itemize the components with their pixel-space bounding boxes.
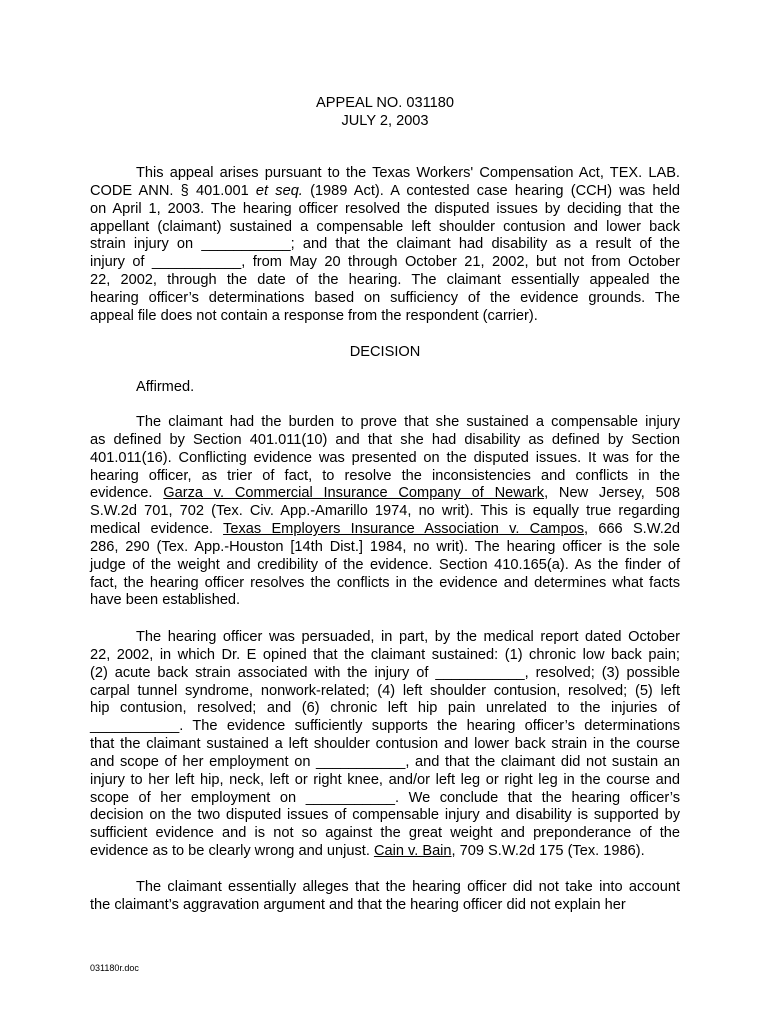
text-line: evidence. Garza v. Commercial Insurance Company of Newark, New Jersey, 508 [90,485,680,502]
text-line: injury to her left hip, neck, left or right knee, and/or left leg or right leg in the course and [90,771,680,788]
paragraph-burden [90,414,680,610]
text-line: carpal tunnel syndrome, nonwork-related; (4) left shoulder contusion, resolved; (5) left [90,682,680,699]
appeal-date: JULY 2, 2003 [341,113,429,129]
decision-heading: DECISION [349,344,421,360]
text-line: hip contusion, resolved; and (6) chronic left hip pain unrelated to the injuries of [90,700,680,717]
text-line: that the claimant sustained a left shoulder contusion and lower back strain in the course [90,736,680,753]
text-line: scope of her employment on ___________. We conclude that the hearing officer’s [90,789,680,806]
text-line: appeal file does not contain a response from the respondent (carrier). [90,307,538,324]
text-line: fact, the hearing officer resolves the conflicts in the evidence and determines what facts [90,574,680,591]
appeal-number: APPEAL NO. 031180 [316,95,454,111]
text-line: medical evidence. Texas Employers Insurance Association v. Campos, 666 S.W.2d [90,521,680,538]
text-line: The claimant had the burden to prove that she sustained a compensable injury [136,414,680,430]
paragraph-intro [90,165,680,326]
text-line: 401.011(16). Conflicting evidence was presented on the disputed issues. It was for the [90,449,680,466]
text-line: The hearing officer was persuaded, in part, by the medical report dated October [136,629,680,645]
text-line: 286, 290 (Tex. App.-Houston [14th Dist.] 1984, no writ). The hearing officer is the sole [90,538,680,555]
text-line: and scope of her employment on ___________, and that the claimant did not sustain an [90,753,680,770]
text-line: appellant (claimant) sustained a compensable left shoulder contusion and lower back [90,218,680,235]
text-line: hearing officer, as trier of fact, to resolve the inconsistencies and conflicts in the [90,467,680,484]
footer-filename: 031180r.doc [90,963,139,973]
text-line: decision on the two disputed issues of compensable injury and disability is supported by [90,807,680,824]
text-line: evidence as to be clearly wrong and unjust. Cain v. Bain, 709 S.W.2d 175 (Tex. 1986). [90,843,645,860]
paragraph-medical-report [90,629,680,861]
text-line: injury of ___________, from May 20 through October 21, 2002, but not from October [90,254,680,271]
text-line: strain injury on ___________; and that the claimant had disability as a result of the [90,236,680,253]
text-line: as defined by Section 401.011(10) and that she had disability as defined by Section [90,431,680,448]
text-line: on April 1, 2003. The hearing officer resolved the disputed issues by deciding that the [90,200,680,217]
text-line: 22, 2002, through the date of the hearing. The claimant essentially appealed the [90,272,680,289]
text-line: The claimant essentially alleges that the hearing officer did not take into account [136,879,680,895]
text-line: 22, 2002, in which Dr. E opined that the claimant sustained: (1) chronic low back pain; [90,646,680,663]
text-line: This appeal arises pursuant to the Texas Workers' Compensation Act, TEX. LAB. [136,165,680,181]
document-header [90,94,680,130]
text-line: sufficient evidence and is not so against the great weight and preponderance of the [90,825,680,842]
paragraph-aggravation [90,879,680,915]
text-line: (2) acute back strain associated with the injury of ___________, resolved; (3) possible [90,664,680,681]
text-line: hearing officer’s determinations based on sufficiency of the evidence grounds. The [90,289,680,306]
text-line: judge of the weight and credibility of the evidence. Section 410.165(a). As the finder of [90,556,680,573]
text-line: CODE ANN. § 401.001 et seq. (1989 Act). A contested case hearing (CCH) was held [90,182,681,199]
text-line: have been established. [90,592,241,609]
text-line: ___________. The evidence sufficiently supports the hearing officer’s determinations [90,718,680,735]
text-line: S.W.2d 701, 702 (Tex. Civ. App.-Amarillo 1974, no writ). This is equally true regarding [90,503,680,520]
affirmed-text: Affirmed. [136,379,195,395]
text-line: the claimant’s aggravation argument and that the hearing officer did not explain her [90,896,626,913]
